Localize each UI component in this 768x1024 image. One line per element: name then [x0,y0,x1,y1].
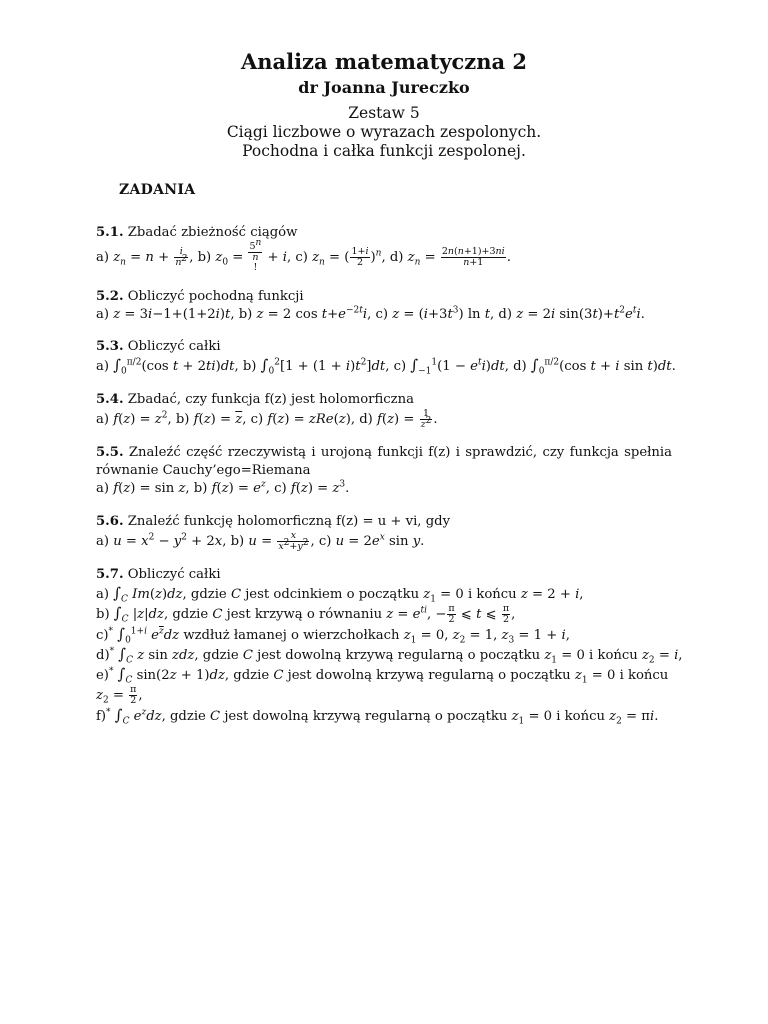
task-5-2 [96,288,672,324]
task-formulas-c: c)* $\int_0^{1+i}$ $e^{\overline{z}}dz$ wzdłuż łamanej o wierzchołkach $z_1 = 0$, $z_2 = 1$, $z_3 = 1 + i$, [96,625,570,646]
task-5-4 [96,391,672,430]
task-text: Obliczyć całki [127,567,221,582]
task-formulas-b: b) $\int_C$ |z|dz, gdzie C jest krzywą o równaniu $z = e^{ti}$, − $\frac{\pi}{2}$ ⩽ t ⩽ $\frac{\pi}{2}$ , [96,603,516,625]
task-formulas: a) z = 3i−1+(1+2i)t, b) z = 2 $\cos t+e^{-2t}i$, c) $z = (i+3t^3)$ ln t, d) z = 2i $\sin(3t)+t^2e^ti$. [96,305,645,322]
task-5-7 [96,566,683,727]
page-title: Analiza matematyczna 2 [240,49,528,74]
task-formulas: a) $u = x^2 - y^2 + 2x$, b) u = $\frac{x}{x^2+y^2}$ , c) $u = 2e^x$ sin y. [96,529,425,552]
task-formulas-a: a) $\int_C$ Im(z)dz, gdzie C jest odcinkiem o początku $z_1 = 0$ i końcu z = 2 + i, [96,584,584,605]
topic-line-1: Ciągi liczbowe o wyrazach zespolonych. [226,123,542,141]
author: dr Joanna Jureczko [298,78,470,97]
task-text: Znaleźć część rzeczywistą i urojoną funkcji f(z) i sprawdzić, czy funkcja spełnia równanie Cauchy’ego=Riemana [96,445,672,478]
task-formulas: a) $z_n = n$ + $\frac{i}{n^2}$ , b) $z_0$ = 5$^n$ n ! + i, c) $z_n$ = ( $\frac{1+i}{2}$ )$^n$, d) $z_n$ = $\frac{2n(n+1)+3ni}{n+1}$ . [96,237,511,273]
task-list [96,224,683,741]
task-5-6 [96,513,672,552]
task-text: Zbadać, czy funkcja f(z) jest holomorficzna [127,391,414,407]
task-5-3 [96,338,676,377]
task-formulas-e-cont: $z_2$ = $\frac{\pi}{2}$ , [96,684,143,706]
task-formulas-f: f)* $\int_C$ $e^zdz$, gdzie C jest dowolną krzywą regularną o początku $z_1 = 0$ i końcu $z_2 = \pi i$. [96,706,659,727]
topic-line-2: Pochodna i całka funkcji zespolonej. [242,142,526,160]
task-number: 5.3. [96,339,124,354]
task-number: 5.1. [96,225,124,240]
task-text: Znaleźć funkcję holomorficzną f(z) = u + vi, gdy [127,513,451,529]
task-number: 5.5. [96,445,124,460]
task-number: 5.6. [96,513,124,529]
task-5-5 [96,444,672,498]
task-formulas: a) $f(z) = z^2$, b) $f(z) = \overline{z}$, c) f(z) = zRe(z), d) f(z) = $\frac{1}{z^2}$ . [96,407,438,430]
task-number: 5.4. [96,391,124,407]
task-formulas-e: e)* $\int_C$ sin(2z + 1)dz, gdzie C jest dowolną krzywą regularną o początku $z_1 = 0$ i końcu [96,665,669,686]
task-number: 5.7. [96,567,124,582]
task-formulas: a) f(z) = sin z, b) $f(z) = e^z$, c) $f(z) = z^3$. [96,479,350,496]
task-text: Zbadać zbieżność ciągów [127,225,298,240]
section-heading: ZADANIA [119,182,196,198]
task-text: Obliczyć pochodną funkcji [127,288,304,304]
task-5-1 [96,224,672,273]
task-text: Obliczyć całki [127,339,221,354]
task-formulas-d: d)* $\int_C$ z sin zdz, gdzie C jest dowolną krzywą regularną o początku $z_1 = 0$ i końcu $z_2 = i$, [96,645,683,666]
header [0,48,768,161]
set-label: Zestaw 5 [348,104,420,122]
task-number: 5.2. [96,288,124,304]
task-formulas: a) $\int_0^{\pi/2}(\cos$ t + 2ti)dt, b) $\int_0^2[1 + (1 + i)t^2]dt$, c) $\int_{-1}^1(1 - e^ti)dt$, d) $\int_0^{\pi/2}(\cos$ t + i sin t)dt. [96,356,676,377]
